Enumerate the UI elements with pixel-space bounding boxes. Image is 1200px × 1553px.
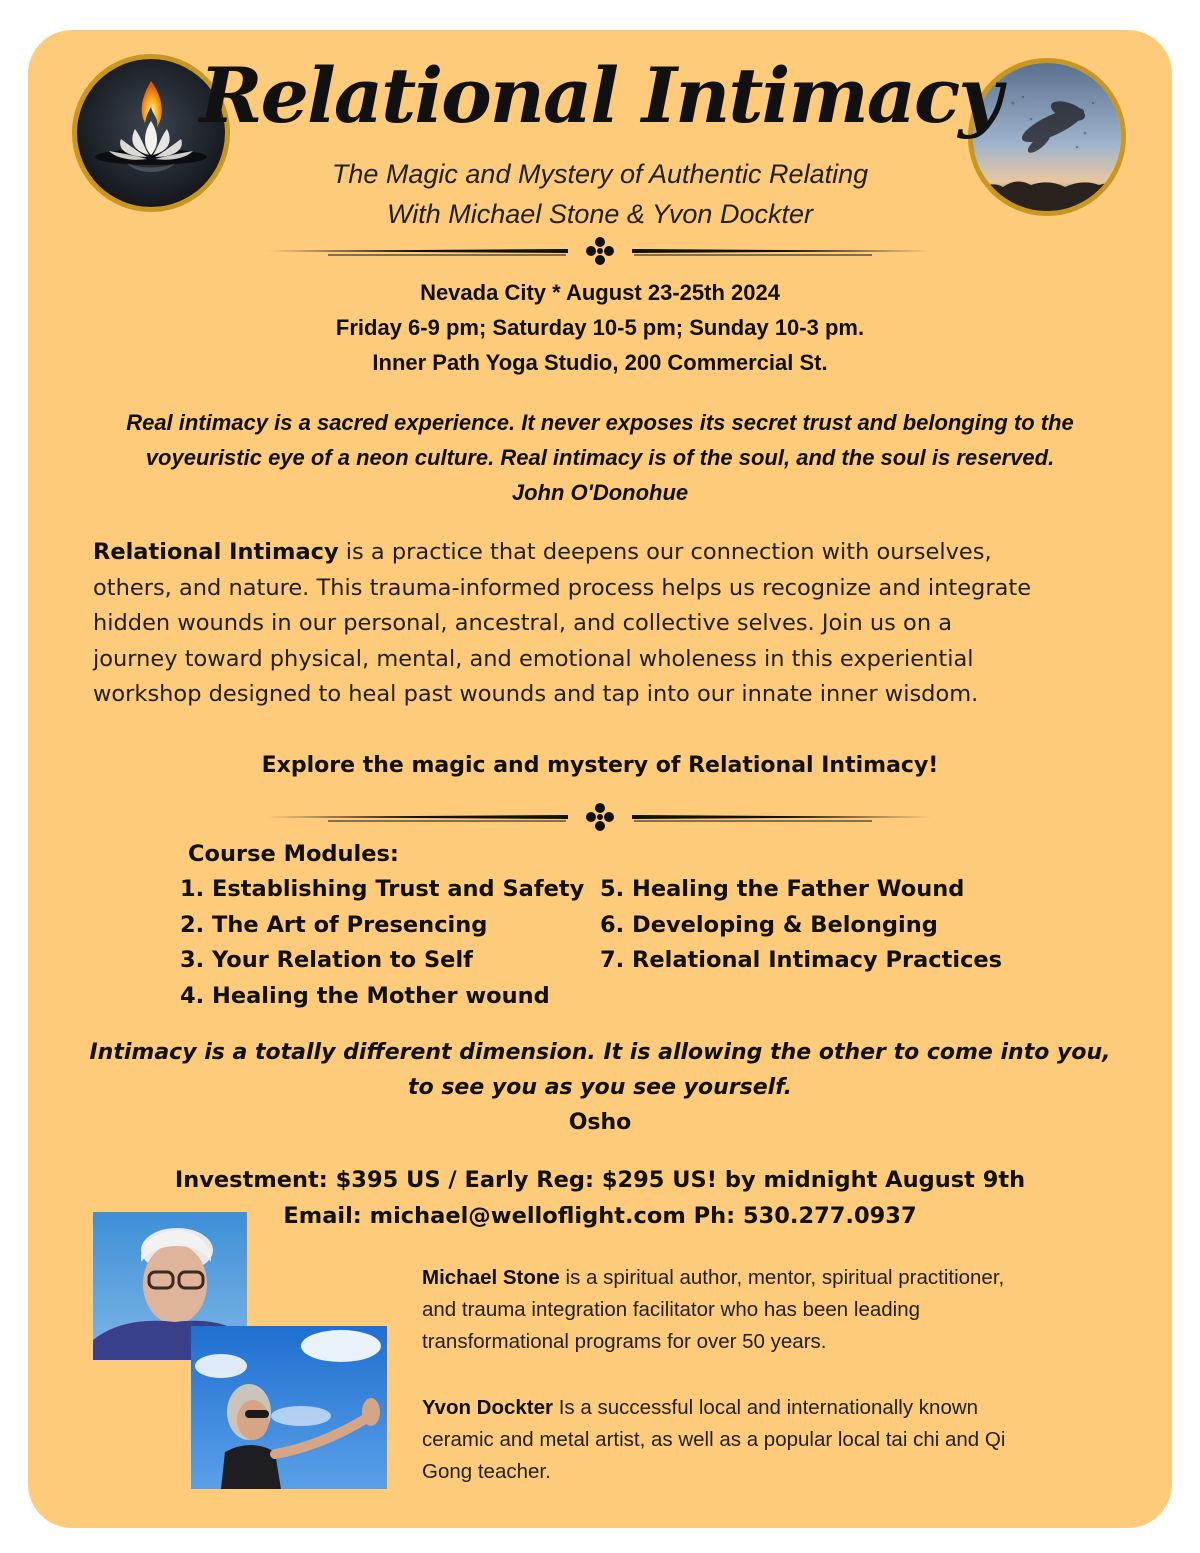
bio-michael xyxy=(422,1262,1122,1358)
description-line-4: journey toward physical, mental, and emotional wholeness in this experiential xyxy=(93,645,974,672)
pricing-investment: Investment: $395 US / Early Reg: $295 US! by midnight August 9th xyxy=(174,1167,1026,1193)
bio-yvon-line-2: ceramic and metal artist, as well as a popular local tai chi and Qi xyxy=(422,1428,1006,1451)
event-location-date: Nevada City * August 23-25th 2024 xyxy=(420,280,780,305)
subtitle-line-2: With Michael Stone & Yvon Dockter xyxy=(387,199,813,229)
description-paragraph xyxy=(93,535,1123,713)
description-line-3: hidden wounds in our personal, ancestral, and collective selves. Join us on a xyxy=(93,610,953,636)
quote-1-author: John O'Donohue xyxy=(511,480,689,505)
bio-yvon-line-1: Is a successful local and internationally known xyxy=(553,1396,979,1419)
description-line-1: is a practice that deepens our connection with ourselves, xyxy=(338,539,992,565)
contact-info: Email: michael@welloflight.com Ph: 530.277.0937 xyxy=(283,1203,917,1229)
event-venue: Inner Path Yoga Studio, 200 Commercial St. xyxy=(372,350,828,375)
quote-2-line-2: to see you as you see yourself. xyxy=(408,1075,792,1100)
bio-yvon-name: Yvon Dockter xyxy=(422,1396,554,1419)
module-item: 7. Relational Intimacy Practices xyxy=(600,947,1003,973)
description-line-5: workshop designed to heal past wounds and tap into our innate inner wisdom. xyxy=(93,681,979,707)
module-item: 3. Your Relation to Self xyxy=(180,947,473,973)
modules-right-column xyxy=(600,872,1002,979)
modules-left-column xyxy=(180,872,584,1014)
flyer xyxy=(28,30,1172,1528)
yvon-dockter-photo xyxy=(191,1326,387,1489)
module-item: 6. Developing & Belonging xyxy=(600,911,938,938)
ornament-divider-icon xyxy=(268,236,932,266)
module-item: 2. The Art of Presencing xyxy=(180,911,488,938)
module-item: 4. Healing the Mother wound xyxy=(180,982,550,1009)
subtitle-line-1: The Magic and Mystery of Authentic Relating xyxy=(331,159,869,189)
bio-yvon-line-3: Gong teacher. xyxy=(422,1460,551,1483)
event-schedule: Friday 6-9 pm; Saturday 10-5 pm; Sunday 10-3 pm. xyxy=(335,315,865,340)
quote-2-author: Osho xyxy=(568,1110,632,1135)
bio-michael-line-2: and trauma integration facilitator who has been leading xyxy=(422,1298,921,1321)
quote-2-line-1: Intimacy is a totally different dimension. It is allowing the other to come into you, xyxy=(89,1040,1111,1065)
bio-michael-name: Michael Stone xyxy=(422,1266,560,1289)
page-title: Relational Intimacy xyxy=(199,51,1001,140)
quote-1-line-2: voyeuristic eye of a neon culture. Real intimacy is of the soul, and the soul is reserved. xyxy=(145,445,1055,470)
bio-michael-line-1: is a spiritual author, mentor, spiritual practitioner, xyxy=(559,1266,1005,1289)
bio-michael-line-3: transformational programs for over 50 years. xyxy=(422,1330,827,1353)
quote-1-line-1: Real intimacy is a sacred experience. It never exposes its secret trust and belonging to the xyxy=(126,410,1074,435)
bio-yvon xyxy=(422,1392,1122,1488)
description-lead: Relational Intimacy xyxy=(93,539,339,565)
description-line-2: others, and nature. This trauma-informed process helps us recognize and integrate xyxy=(93,574,1032,601)
modules-heading: Course Modules: xyxy=(188,841,399,867)
ornament-divider-icon xyxy=(268,802,932,832)
explore-tagline: Explore the magic and mystery of Relational Intimacy! xyxy=(261,753,939,778)
module-item: 1. Establishing Trust and Safety xyxy=(180,876,585,902)
module-item: 5. Healing the Father Wound xyxy=(600,876,965,902)
